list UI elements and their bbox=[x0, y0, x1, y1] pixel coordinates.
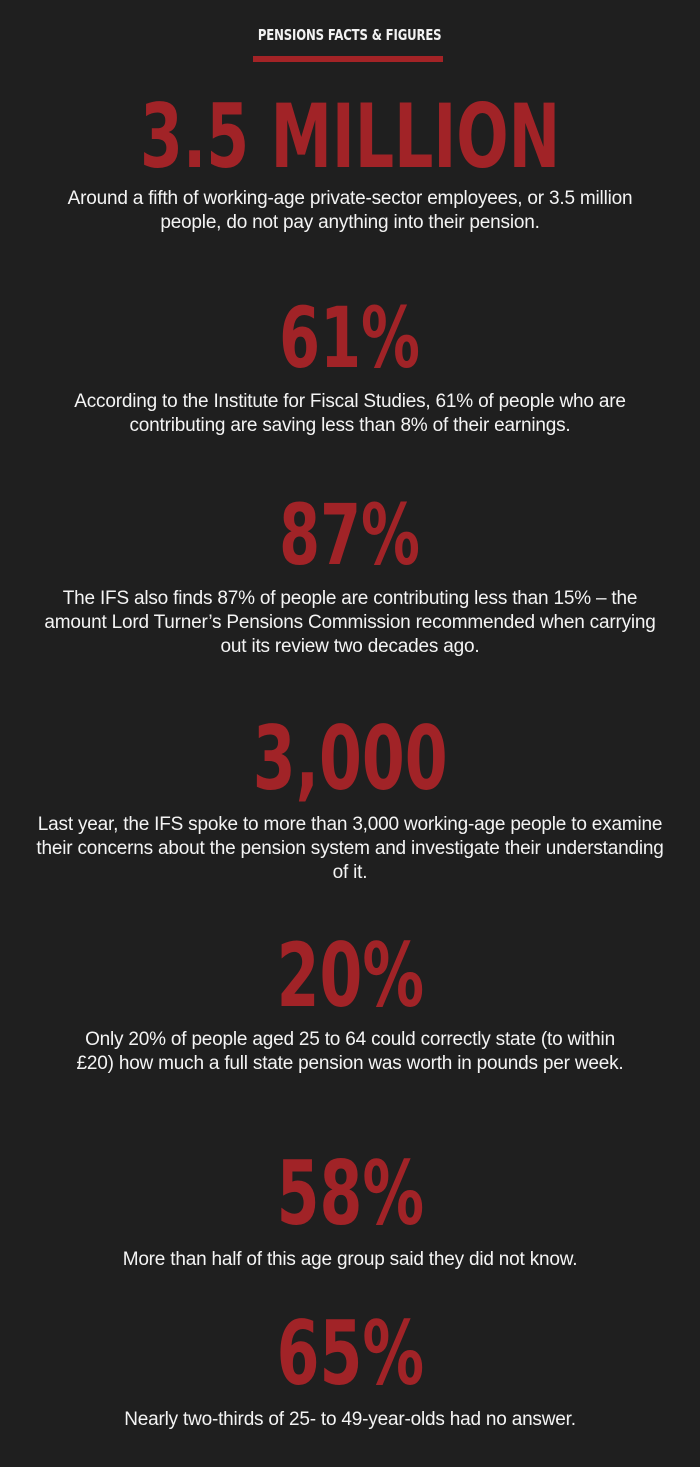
stat-description: Around a fifth of working-age private-sector employees, or 3.5 million people, do not pay anything into their pension. bbox=[67, 188, 633, 233]
header-title: PENSIONS FACTS & FIGURES bbox=[258, 26, 442, 44]
stat-figure: 20% bbox=[276, 924, 424, 1027]
stat-block-87-percent bbox=[0, 486, 700, 659]
stat-block-58-percent bbox=[0, 1142, 700, 1272]
stat-block-65-percent bbox=[0, 1302, 700, 1432]
stat-figure: 3.5 MILLION bbox=[139, 85, 561, 188]
stat-description: Only 20% of people aged 25 to 64 could correctly state (to within £20) how much a full state pension was worth in pounds per week. bbox=[76, 1029, 624, 1074]
stat-block-3-5-million bbox=[0, 85, 700, 235]
stat-figure: 3,000 bbox=[252, 707, 448, 810]
stat-block-20-percent bbox=[0, 924, 700, 1076]
header bbox=[0, 26, 700, 45]
header-underline bbox=[253, 56, 443, 62]
stat-block-61-percent bbox=[0, 289, 700, 438]
stat-description: Nearly two-thirds of 25- to 49-year-olds had no answer. bbox=[124, 1409, 576, 1430]
stat-description: According to the Institute for Fiscal Studies, 61% of people who are contributing are saving less than 8% of their earnings. bbox=[74, 391, 626, 436]
stat-description: More than half of this age group said they did not know. bbox=[122, 1249, 578, 1270]
stat-figure: 65% bbox=[276, 1302, 424, 1405]
stat-figure: 58% bbox=[276, 1142, 424, 1245]
stat-figure: 61% bbox=[279, 289, 421, 387]
stat-description: Last year, the IFS spoke to more than 3,000 working-age people to examine their concerns about the pension system and investigate their understanding of it. bbox=[36, 814, 664, 883]
stat-block-3000 bbox=[0, 707, 700, 885]
stat-figure: 87% bbox=[279, 486, 421, 584]
stat-description: The IFS also finds 87% of people are contributing less than 15% – the amount Lord Turner’s Pensions Commission recommended when carrying out its review two decades ago. bbox=[44, 588, 656, 657]
